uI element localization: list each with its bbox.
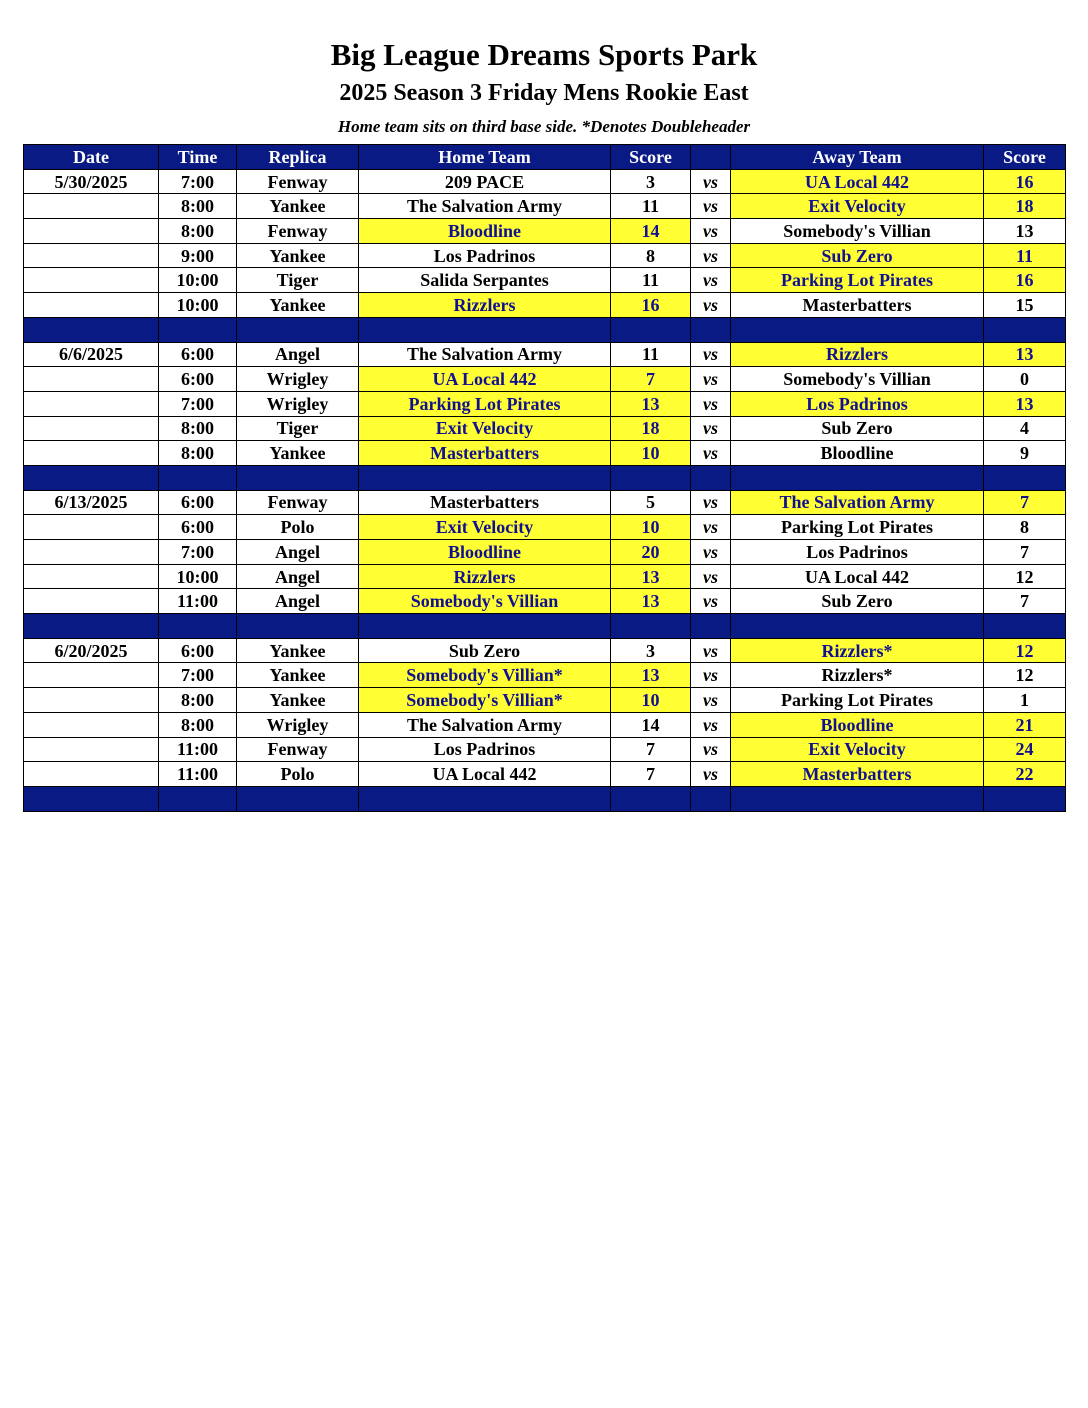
- table-row: [24, 712, 1066, 737]
- table-row: [24, 589, 1066, 614]
- replica-cell: Fenway: [237, 169, 359, 194]
- away-team-cell: Bloodline: [731, 441, 984, 466]
- table-row: [24, 342, 1066, 367]
- date-cell: [24, 540, 159, 565]
- home-score-cell: 3: [611, 169, 691, 194]
- separator-cell: [24, 786, 159, 811]
- away-team-cell: Somebody's Villian: [731, 219, 984, 244]
- home-score-cell: 20: [611, 540, 691, 565]
- away-team-cell: Somebody's Villian: [731, 367, 984, 392]
- vs-cell: vs: [691, 342, 731, 367]
- separator-cell: [611, 465, 691, 490]
- home-team-cell: Masterbatters: [359, 490, 611, 515]
- home-team-cell: Bloodline: [359, 540, 611, 565]
- separator-cell: [611, 614, 691, 639]
- date-cell: [24, 268, 159, 293]
- away-team-cell: UA Local 442: [731, 169, 984, 194]
- separator-cell: [159, 614, 237, 639]
- away-score-cell: 22: [984, 762, 1066, 787]
- home-score-cell: 14: [611, 219, 691, 244]
- time-cell: 7:00: [159, 540, 237, 565]
- away-score-cell: 7: [984, 490, 1066, 515]
- separator-cell: [611, 317, 691, 342]
- vs-cell: vs: [691, 391, 731, 416]
- home-score-cell: 13: [611, 589, 691, 614]
- schedule-note: Home team sits on third base side. *Denotes Doubleheader: [337, 117, 751, 136]
- away-team-cell: Bloodline: [731, 712, 984, 737]
- date-cell: [24, 515, 159, 540]
- separator-cell: [159, 317, 237, 342]
- separator-cell: [731, 614, 984, 639]
- home-score-cell: 11: [611, 268, 691, 293]
- table-row: [24, 638, 1066, 663]
- vs-cell: vs: [691, 762, 731, 787]
- date-cell: [24, 762, 159, 787]
- replica-cell: Yankee: [237, 243, 359, 268]
- home-team-cell: Somebody's Villian*: [359, 663, 611, 688]
- col-away-team: Away Team: [731, 145, 984, 170]
- home-team-cell: Parking Lot Pirates: [359, 391, 611, 416]
- table-row: [24, 540, 1066, 565]
- separator-cell: [359, 465, 611, 490]
- separator-cell: [691, 614, 731, 639]
- home-score-cell: 10: [611, 515, 691, 540]
- table-row: [24, 416, 1066, 441]
- home-score-cell: 13: [611, 663, 691, 688]
- table-row: [24, 441, 1066, 466]
- time-cell: 8:00: [159, 219, 237, 244]
- table-row: [24, 367, 1066, 392]
- col-vs: [691, 145, 731, 170]
- table-row: [24, 688, 1066, 713]
- vs-cell: vs: [691, 367, 731, 392]
- separator-cell: [731, 465, 984, 490]
- home-team-cell: Los Padrinos: [359, 243, 611, 268]
- away-team-cell: Sub Zero: [731, 589, 984, 614]
- vs-cell: vs: [691, 490, 731, 515]
- col-home-score: Score: [611, 145, 691, 170]
- home-score-cell: 11: [611, 342, 691, 367]
- home-team-cell: The Salvation Army: [359, 342, 611, 367]
- separator-cell: [159, 786, 237, 811]
- vs-cell: vs: [691, 712, 731, 737]
- away-score-cell: 0: [984, 367, 1066, 392]
- time-cell: 8:00: [159, 194, 237, 219]
- schedule-table: [23, 144, 1066, 812]
- home-team-cell: UA Local 442: [359, 762, 611, 787]
- separator-cell: [24, 465, 159, 490]
- vs-cell: vs: [691, 219, 731, 244]
- home-team-cell: Los Padrinos: [359, 737, 611, 762]
- home-team-cell: Rizzlers: [359, 564, 611, 589]
- separator-cell: [691, 317, 731, 342]
- away-score-cell: 13: [984, 391, 1066, 416]
- page-subtitle: 2025 Season 3 Friday Mens Rookie East: [339, 80, 749, 106]
- separator-cell: [24, 614, 159, 639]
- replica-cell: Angel: [237, 342, 359, 367]
- date-cell: [24, 712, 159, 737]
- table-row: [24, 515, 1066, 540]
- replica-cell: Tiger: [237, 268, 359, 293]
- away-team-cell: Parking Lot Pirates: [731, 515, 984, 540]
- table-row: [24, 268, 1066, 293]
- schedule-body: [24, 169, 1066, 811]
- vs-cell: vs: [691, 194, 731, 219]
- away-team-cell: Exit Velocity: [731, 737, 984, 762]
- away-score-cell: 8: [984, 515, 1066, 540]
- home-score-cell: 18: [611, 416, 691, 441]
- time-cell: 11:00: [159, 589, 237, 614]
- home-team-cell: Rizzlers: [359, 293, 611, 318]
- separator-cell: [984, 465, 1066, 490]
- home-score-cell: 5: [611, 490, 691, 515]
- vs-cell: vs: [691, 441, 731, 466]
- replica-cell: Yankee: [237, 638, 359, 663]
- home-team-cell: The Salvation Army: [359, 194, 611, 219]
- separator-cell: [237, 614, 359, 639]
- away-team-cell: Parking Lot Pirates: [731, 688, 984, 713]
- away-score-cell: 15: [984, 293, 1066, 318]
- separator-cell: [159, 465, 237, 490]
- vs-cell: vs: [691, 589, 731, 614]
- away-team-cell: Sub Zero: [731, 416, 984, 441]
- col-time: Time: [159, 145, 237, 170]
- date-cell: [24, 564, 159, 589]
- away-team-cell: Exit Velocity: [731, 194, 984, 219]
- table-row: [24, 293, 1066, 318]
- away-team-cell: Rizzlers*: [731, 638, 984, 663]
- away-score-cell: 7: [984, 589, 1066, 614]
- away-score-cell: 11: [984, 243, 1066, 268]
- time-cell: 10:00: [159, 268, 237, 293]
- home-score-cell: 7: [611, 367, 691, 392]
- date-cell: [24, 194, 159, 219]
- separator-cell: [237, 317, 359, 342]
- replica-cell: Yankee: [237, 688, 359, 713]
- vs-cell: vs: [691, 564, 731, 589]
- time-cell: 7:00: [159, 169, 237, 194]
- date-cell: [24, 219, 159, 244]
- vs-cell: vs: [691, 638, 731, 663]
- time-cell: 6:00: [159, 367, 237, 392]
- away-score-cell: 24: [984, 737, 1066, 762]
- date-cell: [24, 416, 159, 441]
- separator-cell: [611, 786, 691, 811]
- date-cell: 6/20/2025: [24, 638, 159, 663]
- vs-cell: vs: [691, 688, 731, 713]
- away-score-cell: 13: [984, 342, 1066, 367]
- replica-cell: Yankee: [237, 441, 359, 466]
- vs-cell: vs: [691, 515, 731, 540]
- time-cell: 7:00: [159, 391, 237, 416]
- away-score-cell: 12: [984, 638, 1066, 663]
- replica-cell: Fenway: [237, 737, 359, 762]
- home-team-cell: Exit Velocity: [359, 416, 611, 441]
- separator-cell: [24, 317, 159, 342]
- page-title: Big League Dreams Sports Park: [330, 37, 758, 72]
- separator-cell: [984, 614, 1066, 639]
- away-team-cell: Los Padrinos: [731, 540, 984, 565]
- table-row: [24, 391, 1066, 416]
- col-replica: Replica: [237, 145, 359, 170]
- away-team-cell: The Salvation Army: [731, 490, 984, 515]
- separator-cell: [731, 786, 984, 811]
- time-cell: 6:00: [159, 490, 237, 515]
- table-row: [24, 762, 1066, 787]
- separator-cell: [359, 614, 611, 639]
- home-team-cell: UA Local 442: [359, 367, 611, 392]
- col-away-score: Score: [984, 145, 1066, 170]
- replica-cell: Tiger: [237, 416, 359, 441]
- vs-cell: vs: [691, 540, 731, 565]
- week-separator-row: [24, 786, 1066, 811]
- separator-cell: [237, 465, 359, 490]
- separator-cell: [984, 317, 1066, 342]
- away-team-cell: Rizzlers: [731, 342, 984, 367]
- date-cell: [24, 293, 159, 318]
- header-row: [24, 145, 1066, 170]
- table-row: [24, 490, 1066, 515]
- time-cell: 8:00: [159, 441, 237, 466]
- away-score-cell: 12: [984, 564, 1066, 589]
- replica-cell: Angel: [237, 589, 359, 614]
- vs-cell: vs: [691, 268, 731, 293]
- time-cell: 6:00: [159, 342, 237, 367]
- separator-cell: [984, 786, 1066, 811]
- week-separator-row: [24, 614, 1066, 639]
- date-cell: [24, 589, 159, 614]
- separator-cell: [731, 317, 984, 342]
- time-cell: 8:00: [159, 416, 237, 441]
- home-team-cell: 209 PACE: [359, 169, 611, 194]
- home-score-cell: 10: [611, 688, 691, 713]
- date-cell: [24, 688, 159, 713]
- table-row: [24, 564, 1066, 589]
- away-score-cell: 9: [984, 441, 1066, 466]
- away-score-cell: 4: [984, 416, 1066, 441]
- home-score-cell: 13: [611, 564, 691, 589]
- home-team-cell: Masterbatters: [359, 441, 611, 466]
- replica-cell: Polo: [237, 762, 359, 787]
- home-score-cell: 3: [611, 638, 691, 663]
- home-team-cell: Salida Serpantes: [359, 268, 611, 293]
- time-cell: 7:00: [159, 663, 237, 688]
- table-row: [24, 219, 1066, 244]
- vs-cell: vs: [691, 416, 731, 441]
- home-team-cell: Somebody's Villian*: [359, 688, 611, 713]
- date-cell: 5/30/2025: [24, 169, 159, 194]
- vs-cell: vs: [691, 737, 731, 762]
- separator-cell: [237, 786, 359, 811]
- vs-cell: vs: [691, 293, 731, 318]
- replica-cell: Polo: [237, 515, 359, 540]
- date-cell: [24, 441, 159, 466]
- away-score-cell: 1: [984, 688, 1066, 713]
- replica-cell: Yankee: [237, 663, 359, 688]
- home-score-cell: 10: [611, 441, 691, 466]
- time-cell: 10:00: [159, 564, 237, 589]
- time-cell: 9:00: [159, 243, 237, 268]
- week-separator-row: [24, 465, 1066, 490]
- replica-cell: Angel: [237, 564, 359, 589]
- table-row: [24, 737, 1066, 762]
- time-cell: 8:00: [159, 712, 237, 737]
- replica-cell: Wrigley: [237, 712, 359, 737]
- date-cell: [24, 391, 159, 416]
- away-score-cell: 18: [984, 194, 1066, 219]
- away-team-cell: Masterbatters: [731, 293, 984, 318]
- table-row: [24, 194, 1066, 219]
- away-team-cell: Rizzlers*: [731, 663, 984, 688]
- vs-cell: vs: [691, 663, 731, 688]
- home-score-cell: 11: [611, 194, 691, 219]
- date-cell: 6/13/2025: [24, 490, 159, 515]
- date-cell: [24, 367, 159, 392]
- away-team-cell: Los Padrinos: [731, 391, 984, 416]
- replica-cell: Wrigley: [237, 391, 359, 416]
- table-row: [24, 243, 1066, 268]
- home-score-cell: 7: [611, 762, 691, 787]
- separator-cell: [359, 786, 611, 811]
- time-cell: 6:00: [159, 515, 237, 540]
- home-team-cell: Bloodline: [359, 219, 611, 244]
- separator-cell: [691, 465, 731, 490]
- away-score-cell: 7: [984, 540, 1066, 565]
- time-cell: 6:00: [159, 638, 237, 663]
- home-score-cell: 16: [611, 293, 691, 318]
- table-row: [24, 663, 1066, 688]
- home-score-cell: 13: [611, 391, 691, 416]
- date-cell: [24, 243, 159, 268]
- time-cell: 11:00: [159, 762, 237, 787]
- col-date: Date: [24, 145, 159, 170]
- week-separator-row: [24, 317, 1066, 342]
- time-cell: 10:00: [159, 293, 237, 318]
- away-team-cell: UA Local 442: [731, 564, 984, 589]
- away-team-cell: Sub Zero: [731, 243, 984, 268]
- away-score-cell: 13: [984, 219, 1066, 244]
- col-home-team: Home Team: [359, 145, 611, 170]
- away-score-cell: 12: [984, 663, 1066, 688]
- replica-cell: Yankee: [237, 194, 359, 219]
- date-cell: [24, 663, 159, 688]
- home-team-cell: Somebody's Villian: [359, 589, 611, 614]
- away-team-cell: Masterbatters: [731, 762, 984, 787]
- vs-cell: vs: [691, 243, 731, 268]
- away-team-cell: Parking Lot Pirates: [731, 268, 984, 293]
- vs-cell: vs: [691, 169, 731, 194]
- replica-cell: Fenway: [237, 490, 359, 515]
- home-team-cell: Sub Zero: [359, 638, 611, 663]
- replica-cell: Fenway: [237, 219, 359, 244]
- replica-cell: Yankee: [237, 293, 359, 318]
- separator-cell: [691, 786, 731, 811]
- separator-cell: [359, 317, 611, 342]
- replica-cell: Wrigley: [237, 367, 359, 392]
- home-score-cell: 14: [611, 712, 691, 737]
- away-score-cell: 16: [984, 169, 1066, 194]
- date-cell: 6/6/2025: [24, 342, 159, 367]
- away-score-cell: 21: [984, 712, 1066, 737]
- time-cell: 8:00: [159, 688, 237, 713]
- date-cell: [24, 737, 159, 762]
- home-team-cell: The Salvation Army: [359, 712, 611, 737]
- home-score-cell: 7: [611, 737, 691, 762]
- away-score-cell: 16: [984, 268, 1066, 293]
- home-team-cell: Exit Velocity: [359, 515, 611, 540]
- home-score-cell: 8: [611, 243, 691, 268]
- time-cell: 11:00: [159, 737, 237, 762]
- table-row: [24, 169, 1066, 194]
- replica-cell: Angel: [237, 540, 359, 565]
